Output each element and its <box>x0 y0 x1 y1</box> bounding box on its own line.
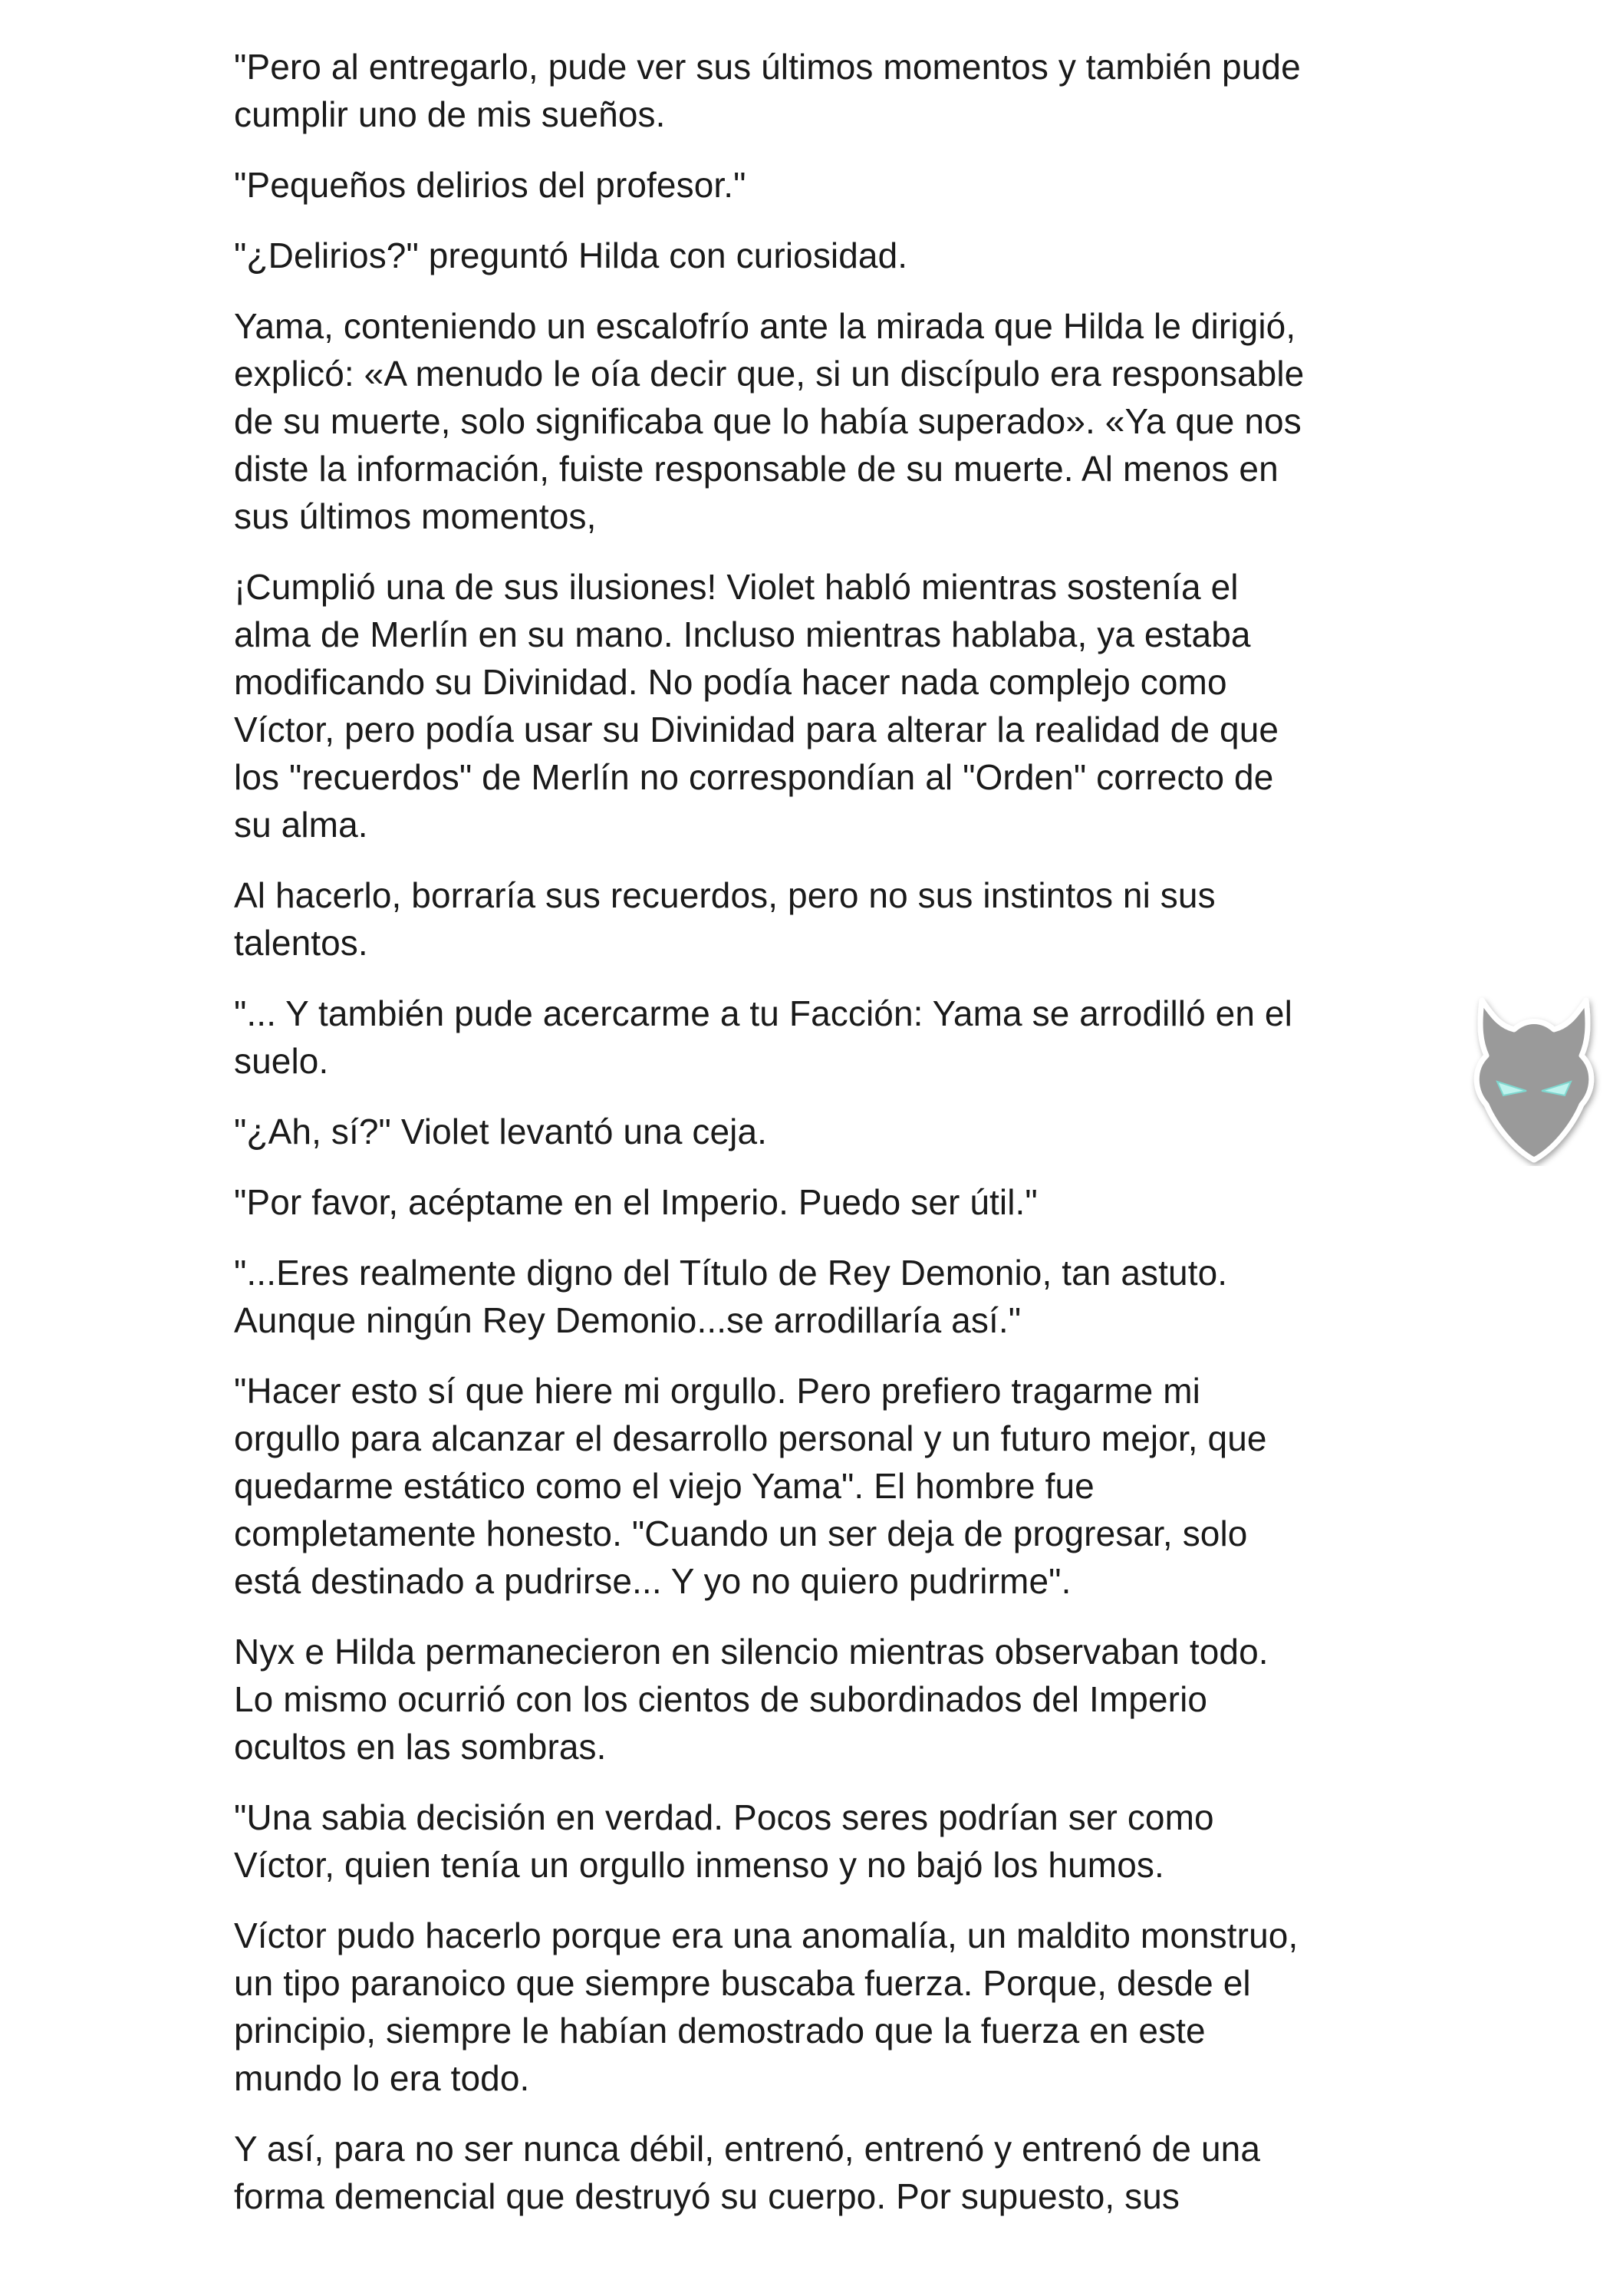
paragraph-15: Y así, para no ser nunca débil, entrenó, entrenó y entrenó de una forma demencial que destruyó su cuerpo. Por supuesto, sus <box>234 2129 1261 2216</box>
paragraph-1: "Pero al entregarlo, pude ver sus últimos momentos y también pude cumplir uno de mis sueños. <box>234 47 1301 134</box>
paragraph-7: "... Y también pude acercarme a tu Facción: Yama se arrodilló en el suelo. <box>234 993 1292 1081</box>
paragraph-14: Víctor pudo hacerlo porque era una anomalía, un maldito monstruo, un tipo paranoico que siempre buscaba fuerza. Porque, desde el principio, siempre le habían demostrado que la fuerza en este mundo lo era todo. <box>234 1916 1299 2098</box>
demon-head-shape <box>1477 1000 1592 1160</box>
paragraph-2: "Pequeños delirios del profesor." <box>234 165 746 205</box>
demon-head-icon <box>1467 996 1602 1166</box>
paragraph-13: "Una sabia decisión en verdad. Pocos seres podrían ser como Víctor, quien tenía un orgullo inmenso y no bajó los humos. <box>234 1797 1214 1885</box>
paragraph-11: "Hacer esto sí que hiere mi orgullo. Pero prefiero tragarme mi orgullo para alcanzar el desarrollo personal y un futuro mejor, que quedarme estático como el viejo Yama". El hombre fue completamente honesto. "Cuando un ser deja de progresar, solo está destinado a pudrirse... Y yo no quiero pudrirme". <box>234 1371 1267 1601</box>
paragraph-3: "¿Delirios?" preguntó Hilda con curiosidad. <box>234 236 908 275</box>
paragraph-4: Yama, conteniendo un escalofrío ante la mirada que Hilda le dirigió, explicó: «A menudo le oía decir que, si un discípulo era responsable de su muerte, solo significaba que lo había superado». «Ya que nos diste la información, fuiste responsable de su muerte. Al menos en sus últimos momentos, <box>234 306 1305 536</box>
paragraph-8: "¿Ah, sí?" Violet levantó una ceja. <box>234 1112 768 1151</box>
paragraph-12: Nyx e Hilda permanecieron en silencio mientras observaban todo. Lo mismo ocurrió con los cientos de subordinados del Imperio ocultos en las sombras. <box>234 1632 1269 1767</box>
document-body <box>234 43 1400 2243</box>
paragraph-9: "Por favor, acéptame en el Imperio. Puedo ser útil." <box>234 1182 1038 1222</box>
paragraph-10: "...Eres realmente digno del Título de Rey Demonio, tan astuto. Aunque ningún Rey Demonio...se arrodillaría así." <box>234 1253 1228 1340</box>
paragraph-6: Al hacerlo, borraría sus recuerdos, pero no sus instintos ni sus talentos. <box>234 875 1216 963</box>
paragraph-5: ¡Cumplió una de sus ilusiones! Violet habló mientras sostenía el alma de Merlín en su mano. Incluso mientras hablaba, ya estaba modificando su Divinidad. No podía hacer nada complejo como Víctor, pero podía usar su Divinidad para alterar la realidad de que los "recuerdos" de Merlín no correspondían al "Orden" correcto de su alma. <box>234 567 1279 845</box>
